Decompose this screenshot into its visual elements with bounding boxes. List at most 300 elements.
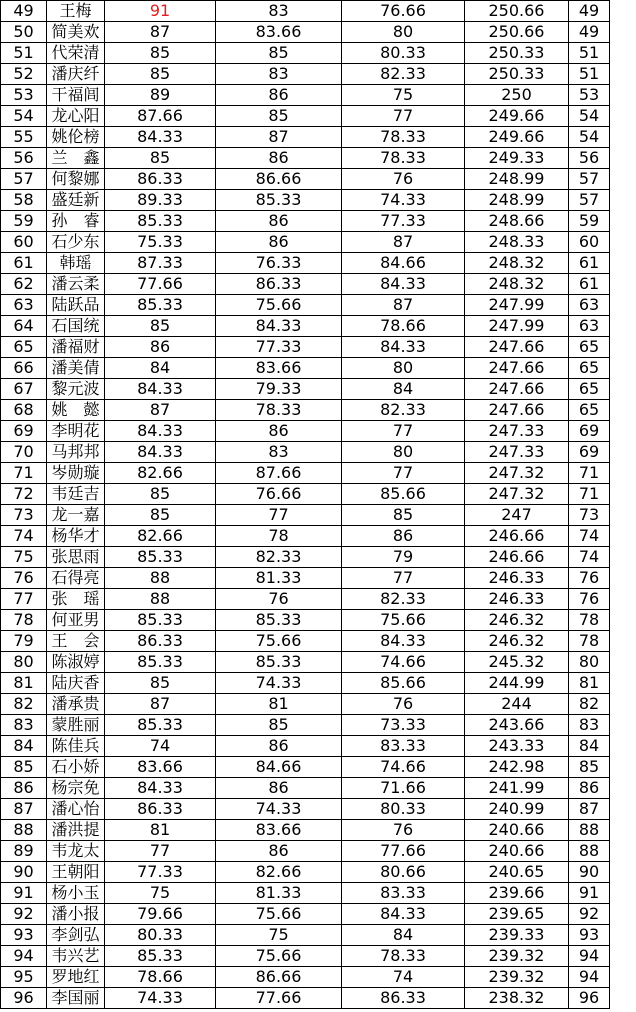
score-1-cell: 84.33	[105, 379, 216, 400]
score-1-cell: 74.33	[105, 988, 216, 1009]
score-2-cell: 85	[216, 106, 342, 127]
rank-cell: 71	[569, 463, 610, 484]
score-1-cell: 84	[105, 358, 216, 379]
name-cell: 潘心怡	[47, 799, 105, 820]
table-row	[1, 715, 610, 736]
name-cell: 干福闾	[47, 85, 105, 106]
row-number-cell: 95	[1, 967, 47, 988]
score-3-cell: 80	[342, 22, 465, 43]
score-1-cell: 89.33	[105, 190, 216, 211]
name-cell: 黎元波	[47, 379, 105, 400]
name-cell: 潘云柔	[47, 274, 105, 295]
table-row	[1, 463, 610, 484]
row-number-cell: 80	[1, 652, 47, 673]
name-cell: 王 会	[47, 631, 105, 652]
rank-cell: 93	[569, 925, 610, 946]
rank-cell: 82	[569, 694, 610, 715]
score-3-cell: 85.66	[342, 484, 465, 505]
score-3-cell: 78.33	[342, 148, 465, 169]
name-cell: 韦龙太	[47, 841, 105, 862]
row-number-cell: 49	[1, 1, 47, 22]
score-3-cell: 78.33	[342, 946, 465, 967]
score-2-cell: 76.33	[216, 253, 342, 274]
table-row	[1, 736, 610, 757]
table-row	[1, 127, 610, 148]
row-number-cell: 69	[1, 421, 47, 442]
name-cell: 张思雨	[47, 547, 105, 568]
row-number-cell: 96	[1, 988, 47, 1009]
score-2-cell: 81.33	[216, 568, 342, 589]
score-2-cell: 85.33	[216, 610, 342, 631]
total-cell: 243.33	[465, 736, 569, 757]
rank-cell: 63	[569, 316, 610, 337]
name-cell: 王朝阳	[47, 862, 105, 883]
score-1-cell: 77	[105, 841, 216, 862]
score-3-cell: 71.66	[342, 778, 465, 799]
table-row	[1, 85, 610, 106]
total-cell: 240.65	[465, 862, 569, 883]
score-2-cell: 83.66	[216, 820, 342, 841]
score-3-cell: 77	[342, 463, 465, 484]
score-1-cell: 88	[105, 568, 216, 589]
name-cell: 龙一嘉	[47, 505, 105, 526]
rank-cell: 56	[569, 148, 610, 169]
score-2-cell: 75.66	[216, 631, 342, 652]
table-row	[1, 904, 610, 925]
score-1-cell: 83.66	[105, 757, 216, 778]
rank-cell: 49	[569, 22, 610, 43]
total-cell: 248.32	[465, 274, 569, 295]
score-2-cell: 78	[216, 526, 342, 547]
table-row	[1, 883, 610, 904]
total-cell: 246.66	[465, 547, 569, 568]
name-cell: 罗地红	[47, 967, 105, 988]
rank-cell: 53	[569, 85, 610, 106]
rank-cell: 92	[569, 904, 610, 925]
table-row	[1, 841, 610, 862]
score-3-cell: 73.33	[342, 715, 465, 736]
rank-cell: 83	[569, 715, 610, 736]
row-number-cell: 70	[1, 442, 47, 463]
total-cell: 248.66	[465, 211, 569, 232]
table-row	[1, 589, 610, 610]
total-cell: 246.66	[465, 526, 569, 547]
rank-cell: 80	[569, 652, 610, 673]
score-2-cell: 83	[216, 1, 342, 22]
score-1-cell: 85	[105, 505, 216, 526]
table-row	[1, 673, 610, 694]
score-1-cell: 86.33	[105, 799, 216, 820]
table-row	[1, 778, 610, 799]
table-row	[1, 694, 610, 715]
total-cell: 249.66	[465, 127, 569, 148]
rank-cell: 59	[569, 211, 610, 232]
rank-cell: 69	[569, 442, 610, 463]
table-row	[1, 610, 610, 631]
score-3-cell: 86.33	[342, 988, 465, 1009]
score-2-cell: 85.33	[216, 190, 342, 211]
score-3-cell: 87	[342, 295, 465, 316]
score-3-cell: 80.66	[342, 862, 465, 883]
name-cell: 李剑弘	[47, 925, 105, 946]
score-2-cell: 81	[216, 694, 342, 715]
score-2-cell: 75	[216, 925, 342, 946]
row-number-cell: 61	[1, 253, 47, 274]
total-cell: 247	[465, 505, 569, 526]
total-cell: 240.99	[465, 799, 569, 820]
rank-cell: 74	[569, 526, 610, 547]
table-row	[1, 379, 610, 400]
score-3-cell: 80	[342, 442, 465, 463]
row-number-cell: 57	[1, 169, 47, 190]
score-2-cell: 83	[216, 442, 342, 463]
score-3-cell: 79	[342, 547, 465, 568]
table-row	[1, 190, 610, 211]
score-2-cell: 79.33	[216, 379, 342, 400]
table-row	[1, 211, 610, 232]
row-number-cell: 54	[1, 106, 47, 127]
score-3-cell: 84.33	[342, 904, 465, 925]
score-1-cell: 85.33	[105, 652, 216, 673]
total-cell: 250.66	[465, 1, 569, 22]
score-2-cell: 82.33	[216, 547, 342, 568]
name-cell: 何黎娜	[47, 169, 105, 190]
row-number-cell: 52	[1, 64, 47, 85]
name-cell: 韩瑶	[47, 253, 105, 274]
row-number-cell: 66	[1, 358, 47, 379]
rank-cell: 60	[569, 232, 610, 253]
score-2-cell: 84.66	[216, 757, 342, 778]
row-number-cell: 88	[1, 820, 47, 841]
row-number-cell: 59	[1, 211, 47, 232]
row-number-cell: 74	[1, 526, 47, 547]
score-1-cell: 74	[105, 736, 216, 757]
score-1-cell: 87	[105, 400, 216, 421]
score-1-cell: 77.33	[105, 862, 216, 883]
total-cell: 246.33	[465, 589, 569, 610]
total-cell: 247.32	[465, 484, 569, 505]
rank-cell: 65	[569, 337, 610, 358]
row-number-cell: 78	[1, 610, 47, 631]
score-1-cell: 91	[105, 1, 216, 22]
name-cell: 韦兴艺	[47, 946, 105, 967]
table-row	[1, 232, 610, 253]
rank-cell: 78	[569, 610, 610, 631]
score-3-cell: 77.66	[342, 841, 465, 862]
score-3-cell: 76	[342, 169, 465, 190]
row-number-cell: 62	[1, 274, 47, 295]
score-1-cell: 87.33	[105, 253, 216, 274]
rank-cell: 85	[569, 757, 610, 778]
score-3-cell: 75.66	[342, 610, 465, 631]
score-3-cell: 77	[342, 568, 465, 589]
score-2-cell: 86	[216, 85, 342, 106]
table-row	[1, 22, 610, 43]
total-cell: 244.99	[465, 673, 569, 694]
score-1-cell: 85.33	[105, 295, 216, 316]
total-cell: 239.66	[465, 883, 569, 904]
score-3-cell: 78.33	[342, 127, 465, 148]
total-cell: 239.32	[465, 967, 569, 988]
score-2-cell: 78.33	[216, 400, 342, 421]
table-row	[1, 295, 610, 316]
score-1-cell: 86.33	[105, 169, 216, 190]
table-row	[1, 946, 610, 967]
row-number-cell: 94	[1, 946, 47, 967]
score-3-cell: 74	[342, 967, 465, 988]
score-3-cell: 74.66	[342, 652, 465, 673]
score-3-cell: 74.66	[342, 757, 465, 778]
score-2-cell: 86	[216, 232, 342, 253]
score-3-cell: 74.33	[342, 190, 465, 211]
score-1-cell: 84.33	[105, 442, 216, 463]
row-number-cell: 68	[1, 400, 47, 421]
rank-cell: 51	[569, 64, 610, 85]
score-2-cell: 86	[216, 421, 342, 442]
score-1-cell: 84.33	[105, 778, 216, 799]
score-3-cell: 77.33	[342, 211, 465, 232]
table-row	[1, 862, 610, 883]
total-cell: 248.33	[465, 232, 569, 253]
rank-cell: 71	[569, 484, 610, 505]
name-cell: 简美欢	[47, 22, 105, 43]
score-1-cell: 85	[105, 64, 216, 85]
score-1-cell: 85.33	[105, 715, 216, 736]
score-3-cell: 84.33	[342, 631, 465, 652]
row-number-cell: 63	[1, 295, 47, 316]
score-2-cell: 86	[216, 736, 342, 757]
rank-cell: 49	[569, 1, 610, 22]
table-row	[1, 253, 610, 274]
score-2-cell: 86.66	[216, 169, 342, 190]
row-number-cell: 89	[1, 841, 47, 862]
row-number-cell: 73	[1, 505, 47, 526]
table-row	[1, 925, 610, 946]
score-1-cell: 85	[105, 673, 216, 694]
row-number-cell: 85	[1, 757, 47, 778]
total-cell: 250.33	[465, 64, 569, 85]
name-cell: 潘福财	[47, 337, 105, 358]
table-row	[1, 337, 610, 358]
table-row	[1, 967, 610, 988]
score-1-cell: 82.66	[105, 463, 216, 484]
total-cell: 248.99	[465, 190, 569, 211]
name-cell: 陆跃品	[47, 295, 105, 316]
score-1-cell: 75.33	[105, 232, 216, 253]
table-row	[1, 400, 610, 421]
score-3-cell: 76	[342, 820, 465, 841]
score-2-cell: 76.66	[216, 484, 342, 505]
row-number-cell: 71	[1, 463, 47, 484]
rank-cell: 86	[569, 778, 610, 799]
score-2-cell: 86	[216, 148, 342, 169]
score-3-cell: 84.33	[342, 274, 465, 295]
score-2-cell: 86	[216, 211, 342, 232]
rank-cell: 65	[569, 358, 610, 379]
name-cell: 潘美倩	[47, 358, 105, 379]
total-cell: 250.33	[465, 43, 569, 64]
table-row	[1, 421, 610, 442]
name-cell: 陈佳兵	[47, 736, 105, 757]
score-1-cell: 79.66	[105, 904, 216, 925]
total-cell: 238.32	[465, 988, 569, 1009]
rank-cell: 94	[569, 946, 610, 967]
rank-cell: 81	[569, 673, 610, 694]
score-2-cell: 86.66	[216, 967, 342, 988]
name-cell: 石小娇	[47, 757, 105, 778]
score-1-cell: 86	[105, 337, 216, 358]
row-number-cell: 67	[1, 379, 47, 400]
rank-cell: 63	[569, 295, 610, 316]
rank-cell: 57	[569, 190, 610, 211]
score-3-cell: 78.66	[342, 316, 465, 337]
total-cell: 247.99	[465, 295, 569, 316]
table-row	[1, 64, 610, 85]
name-cell: 马邦邦	[47, 442, 105, 463]
score-2-cell: 77	[216, 505, 342, 526]
score-2-cell: 75.66	[216, 904, 342, 925]
table-row	[1, 757, 610, 778]
score-1-cell: 77.66	[105, 274, 216, 295]
table-row	[1, 547, 610, 568]
row-number-cell: 93	[1, 925, 47, 946]
score-1-cell: 87	[105, 22, 216, 43]
total-cell: 245.32	[465, 652, 569, 673]
table-row	[1, 169, 610, 190]
rank-cell: 69	[569, 421, 610, 442]
table-row	[1, 568, 610, 589]
name-cell: 陈淑婷	[47, 652, 105, 673]
row-number-cell: 58	[1, 190, 47, 211]
score-3-cell: 77	[342, 106, 465, 127]
name-cell: 龙心阳	[47, 106, 105, 127]
row-number-cell: 55	[1, 127, 47, 148]
row-number-cell: 56	[1, 148, 47, 169]
total-cell: 250	[465, 85, 569, 106]
name-cell: 潘洪提	[47, 820, 105, 841]
row-number-cell: 84	[1, 736, 47, 757]
table-row	[1, 631, 610, 652]
total-cell: 246.32	[465, 631, 569, 652]
rank-cell: 91	[569, 883, 610, 904]
name-cell: 石得亮	[47, 568, 105, 589]
score-1-cell: 85	[105, 148, 216, 169]
score-2-cell: 77.66	[216, 988, 342, 1009]
row-number-cell: 81	[1, 673, 47, 694]
score-3-cell: 82.33	[342, 589, 465, 610]
row-number-cell: 87	[1, 799, 47, 820]
row-number-cell: 75	[1, 547, 47, 568]
name-cell: 姚 懿	[47, 400, 105, 421]
total-cell: 247.33	[465, 421, 569, 442]
score-2-cell: 86	[216, 778, 342, 799]
rank-cell: 57	[569, 169, 610, 190]
rank-cell: 74	[569, 547, 610, 568]
rank-cell: 73	[569, 505, 610, 526]
score-1-cell: 85.33	[105, 211, 216, 232]
score-2-cell: 86.33	[216, 274, 342, 295]
table-row	[1, 43, 610, 64]
rank-cell: 96	[569, 988, 610, 1009]
table-row	[1, 358, 610, 379]
score-3-cell: 84	[342, 925, 465, 946]
score-3-cell: 84	[342, 379, 465, 400]
name-cell: 李明花	[47, 421, 105, 442]
score-1-cell: 81	[105, 820, 216, 841]
table-row	[1, 148, 610, 169]
score-2-cell: 83	[216, 64, 342, 85]
score-1-cell: 89	[105, 85, 216, 106]
row-number-cell: 60	[1, 232, 47, 253]
rank-cell: 65	[569, 400, 610, 421]
score-3-cell: 85	[342, 505, 465, 526]
score-1-cell: 85.33	[105, 946, 216, 967]
name-cell: 岑勋璇	[47, 463, 105, 484]
score-1-cell: 85.33	[105, 547, 216, 568]
table-row	[1, 274, 610, 295]
total-cell: 249.66	[465, 106, 569, 127]
table-row	[1, 526, 610, 547]
total-cell: 247.66	[465, 337, 569, 358]
table-row	[1, 316, 610, 337]
rank-cell: 54	[569, 106, 610, 127]
name-cell: 石国统	[47, 316, 105, 337]
table-row	[1, 988, 610, 1009]
score-2-cell: 83.66	[216, 358, 342, 379]
score-3-cell: 82.33	[342, 64, 465, 85]
score-table-body	[1, 1, 610, 1009]
name-cell: 潘承贵	[47, 694, 105, 715]
total-cell: 239.65	[465, 904, 569, 925]
score-3-cell: 76	[342, 694, 465, 715]
rank-cell: 94	[569, 967, 610, 988]
name-cell: 张 瑶	[47, 589, 105, 610]
total-cell: 239.32	[465, 946, 569, 967]
score-2-cell: 76	[216, 589, 342, 610]
rank-cell: 54	[569, 127, 610, 148]
score-1-cell: 84.33	[105, 421, 216, 442]
total-cell: 247.32	[465, 463, 569, 484]
name-cell: 石少东	[47, 232, 105, 253]
total-cell: 247.99	[465, 316, 569, 337]
score-2-cell: 84.33	[216, 316, 342, 337]
row-number-cell: 86	[1, 778, 47, 799]
score-3-cell: 83.33	[342, 883, 465, 904]
total-cell: 248.32	[465, 253, 569, 274]
row-number-cell: 82	[1, 694, 47, 715]
rank-cell: 88	[569, 820, 610, 841]
total-cell: 243.66	[465, 715, 569, 736]
total-cell: 247.33	[465, 442, 569, 463]
score-2-cell: 86	[216, 841, 342, 862]
score-2-cell: 75.66	[216, 946, 342, 967]
name-cell: 杨小玉	[47, 883, 105, 904]
name-cell: 陆庆香	[47, 673, 105, 694]
score-3-cell: 87	[342, 232, 465, 253]
total-cell: 247.66	[465, 358, 569, 379]
rank-cell: 76	[569, 568, 610, 589]
total-cell: 250.66	[465, 22, 569, 43]
rank-cell: 90	[569, 862, 610, 883]
score-2-cell: 85.33	[216, 652, 342, 673]
table-row	[1, 820, 610, 841]
score-2-cell: 81.33	[216, 883, 342, 904]
total-cell: 242.98	[465, 757, 569, 778]
row-number-cell: 79	[1, 631, 47, 652]
score-1-cell: 87.66	[105, 106, 216, 127]
row-number-cell: 64	[1, 316, 47, 337]
table-row	[1, 484, 610, 505]
